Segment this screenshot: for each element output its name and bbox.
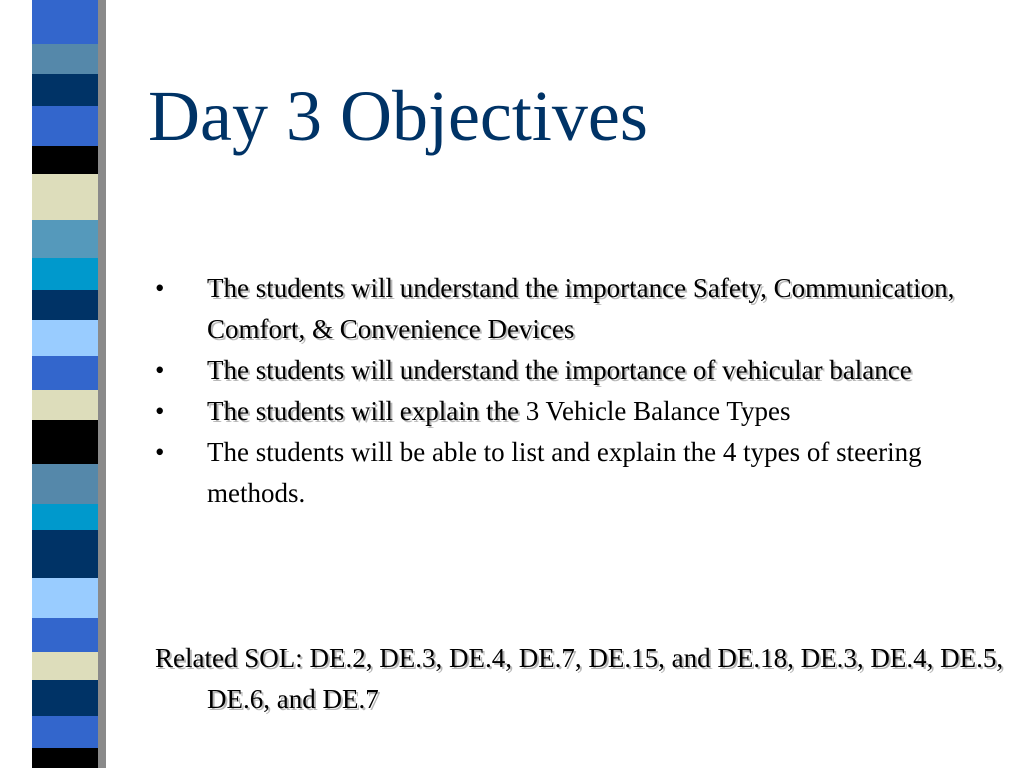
stripe-segment: [32, 220, 98, 258]
objective-item: [155, 391, 1005, 432]
stripe-segment: [32, 146, 98, 174]
objective-text-shadowed: The students will understand the importance of vehicular balance: [207, 355, 912, 385]
stripe-segment: [32, 680, 98, 716]
objective-text-shadowed: The students will understand the importance Safety, Communication, Comfort, & Convenience Devices: [207, 273, 955, 344]
bullet-icon: •: [155, 273, 165, 303]
stripe-segment: [32, 44, 98, 74]
objective-text-plain: 3 Vehicle Balance Types: [518, 396, 791, 426]
stripe-segment: [32, 530, 98, 578]
objectives-list: [155, 268, 1005, 514]
objective-item: [155, 432, 1005, 514]
objective-item: [155, 350, 1005, 391]
slide-title: Day 3 Objectives: [148, 76, 648, 156]
stripe-segment: [32, 74, 98, 106]
stripe-segment: [32, 578, 98, 618]
bullet-icon: •: [155, 355, 165, 385]
stripe-segment: [32, 106, 98, 146]
stripe-segment: [32, 174, 98, 220]
stripe-segment: [32, 356, 98, 390]
stripe-segment: [32, 618, 98, 652]
stripe-segment: [32, 504, 98, 530]
stripe-segment: [32, 320, 98, 356]
stripe-segment: [32, 258, 98, 290]
related-sol: Related SOL: DE.2, DE.3, DE.4, DE.7, DE.15, and DE.18, DE.3, DE.4, DE.5, DE.6, and DE.7: [155, 643, 1004, 714]
stripe-segment: [32, 748, 98, 768]
stripe-segment: [32, 652, 98, 680]
bullet-icon: •: [155, 396, 165, 426]
stripe-segment: [32, 290, 98, 320]
bullet-icon: •: [155, 437, 165, 467]
objective-item: [155, 268, 1005, 350]
objective-text-shadowed: The students will explain the: [207, 396, 519, 426]
decorative-stripe-bar: [32, 0, 98, 768]
stripe-segment: [32, 420, 98, 464]
stripe-segment: [32, 390, 98, 420]
stripe-segment: [32, 464, 98, 504]
objective-text-plain: The students will be able to list and explain the 4 types of steering methods.: [207, 437, 922, 508]
stripe-segment: [32, 0, 98, 44]
stripe-segment: [32, 716, 98, 748]
